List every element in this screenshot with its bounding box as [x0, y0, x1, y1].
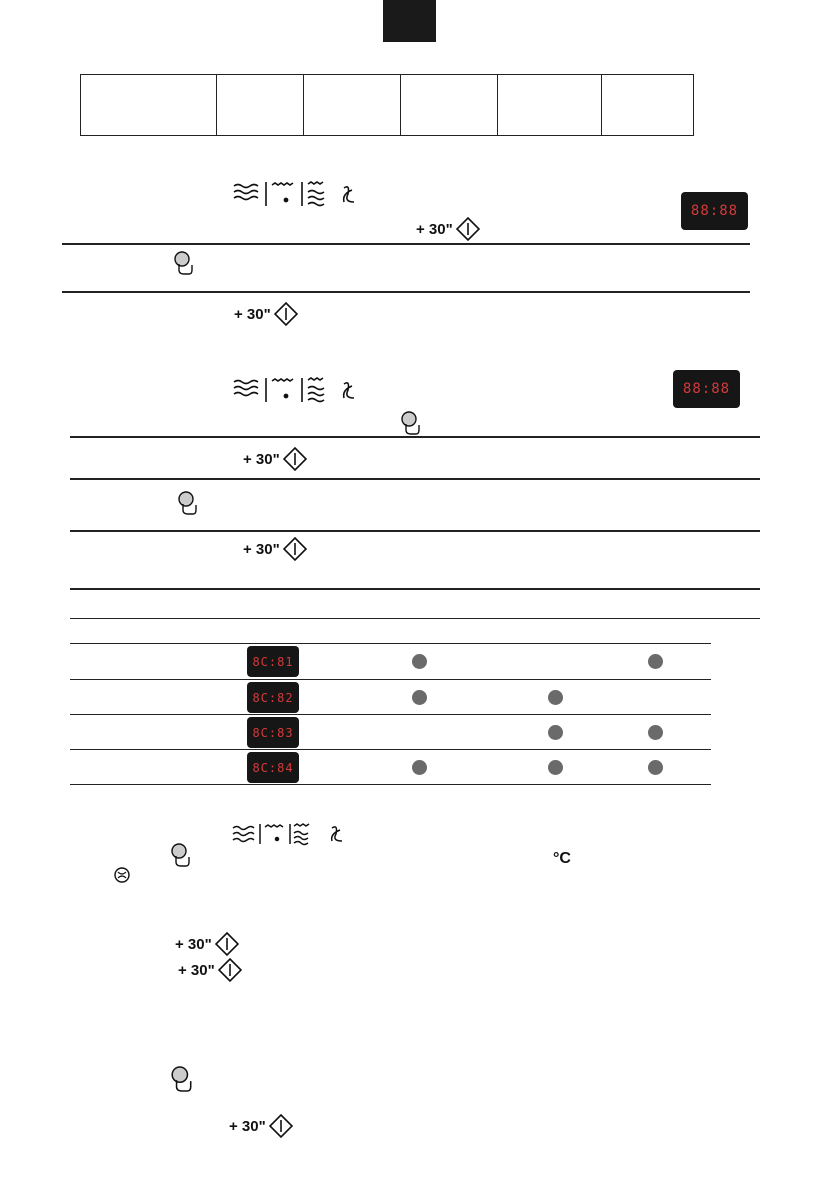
start-diamond-icon — [215, 932, 239, 956]
table-rule — [70, 749, 711, 750]
combo-display-3: 8C:83 — [247, 717, 299, 748]
plus30-start-button[interactable] — [234, 302, 298, 326]
start-diamond-icon — [274, 302, 298, 326]
combo-dot — [648, 760, 663, 775]
combo-dot — [412, 654, 427, 669]
plus30-start-button[interactable] — [416, 217, 480, 241]
divider — [62, 291, 750, 293]
header-cell — [81, 75, 217, 135]
display-1: 88:88 — [681, 192, 748, 230]
table-rule — [70, 679, 711, 680]
dial-knob-icon — [400, 410, 422, 436]
display-2: 88:88 — [673, 370, 740, 408]
divider — [70, 478, 760, 480]
start-diamond-icon — [218, 958, 242, 982]
plus30-label: + 30" — [243, 450, 280, 468]
divider — [70, 436, 760, 438]
combo-display-1: 8C:81 — [247, 646, 299, 677]
header-table — [80, 74, 694, 136]
combo-dot — [548, 690, 563, 705]
plus30-label: + 30" — [243, 540, 280, 558]
auto-clean-icon — [113, 866, 131, 884]
divider — [70, 588, 760, 590]
table-rule — [70, 643, 711, 644]
plus30-label: + 30" — [175, 935, 212, 953]
combo-dot — [412, 760, 427, 775]
plus30-start-button[interactable] — [243, 447, 307, 471]
table-rule — [70, 714, 711, 715]
plus30-start-button[interactable] — [175, 932, 239, 956]
plus30-label: + 30" — [234, 305, 271, 323]
combo-display-4: 8C:84 — [247, 752, 299, 783]
divider — [62, 243, 750, 245]
dial-knob-icon — [170, 842, 192, 868]
divider — [70, 530, 760, 532]
plus30-label: + 30" — [229, 1117, 266, 1135]
start-diamond-icon — [456, 217, 480, 241]
start-diamond-icon — [283, 447, 307, 471]
dial-knob-icon — [173, 250, 195, 276]
divider — [70, 618, 760, 619]
start-diamond-icon — [283, 537, 307, 561]
header-cell — [602, 75, 693, 135]
dial-knob-icon — [170, 1064, 194, 1094]
combo-display-2: 8C:82 — [247, 682, 299, 713]
table-rule — [70, 784, 711, 785]
combo-dot — [412, 690, 427, 705]
plus30-label: + 30" — [178, 961, 215, 979]
header-cell — [498, 75, 603, 135]
header-cell — [401, 75, 498, 135]
plus30-start-button[interactable] — [243, 537, 307, 561]
combo-dot — [548, 725, 563, 740]
page-tab-marker — [383, 0, 436, 42]
plus30-label: + 30" — [416, 220, 453, 238]
header-cell — [304, 75, 401, 135]
combo-dot — [548, 760, 563, 775]
start-diamond-icon — [269, 1114, 293, 1138]
combo-dot — [648, 654, 663, 669]
mode-icons — [230, 376, 360, 406]
mode-icons — [230, 180, 360, 210]
combo-dot — [648, 725, 663, 740]
mode-icons — [230, 822, 360, 848]
plus30-start-button[interactable] — [178, 958, 242, 982]
header-cell — [217, 75, 305, 135]
celsius-label: °C — [553, 850, 571, 867]
dial-knob-icon — [177, 490, 199, 516]
plus30-start-button[interactable] — [229, 1114, 293, 1138]
